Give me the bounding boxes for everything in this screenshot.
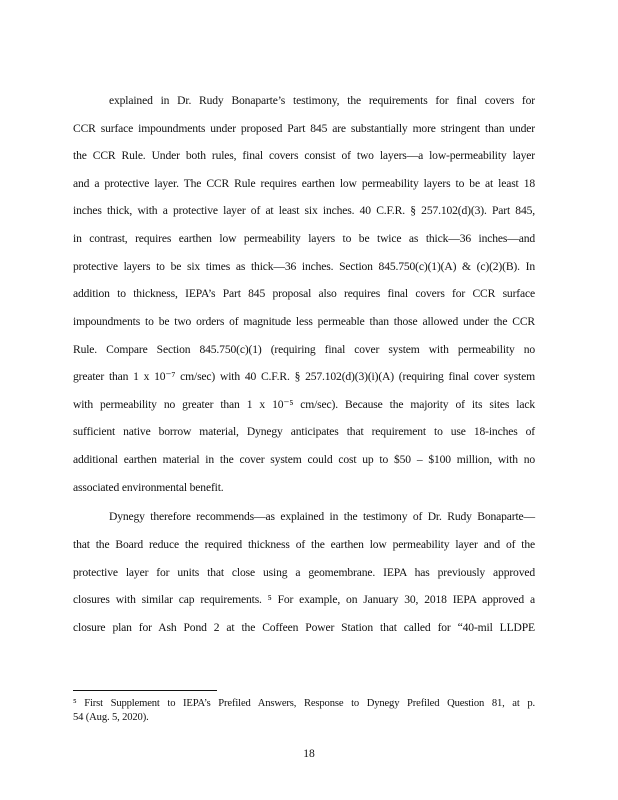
body-line: sufficient native borrow material, Dynegy anticipates that requirement to use 18-inches of: [73, 425, 535, 438]
body-line: that the Board reduce the required thickness of the earthen low permeability layer and of the: [73, 538, 535, 551]
body-line: associated environmental benefit.: [73, 481, 224, 494]
body-line: closure plan for Ash Pond 2 at the Coffeen Power Station that called for “40-mil LLDPE: [73, 621, 535, 634]
body-line: with permeability no greater than 1 x 10⁻⁵ cm/sec). Because the majority of its sites lack: [73, 398, 535, 411]
body-line: additional earthen material in the cover system could cost up to $50 – $100 million, with no: [73, 453, 535, 466]
body-line: Rule. Compare Section 845.750(c)(1) (requiring final cover system with permeability no: [73, 343, 535, 356]
footnote-divider: [73, 690, 217, 691]
body-line: protective layers to be six times as thick—36 inches. Section 845.750(c)(1)(A) & (c)(2)(B). In: [73, 260, 535, 273]
body-line: greater than 1 x 10⁻⁷ cm/sec) with 40 C.F.R. § 257.102(d)(3)(i)(A) (requiring final cover system: [73, 370, 535, 383]
body-line: protective layer for units that close using a geomembrane. IEPA has previously approved: [73, 566, 535, 579]
body-line: impoundments to be two orders of magnitude less permeable than those allowed under the CCR: [73, 315, 535, 328]
body-line: the CCR Rule. Under both rules, final covers consist of two layers—a low-permeability layer: [73, 149, 535, 162]
body-line: Dynegy therefore recommends—as explained in the testimony of Dr. Rudy Bonaparte—: [109, 510, 535, 523]
footnote-line: ⁵ First Supplement to IEPA’s Prefiled Answers, Response to Dynegy Prefiled Question 81, at p.: [73, 698, 535, 709]
body-line: explained in Dr. Rudy Bonaparte’s testimony, the requirements for final covers for: [109, 94, 535, 107]
body-line: in contrast, requires earthen low permeability layers to be twice as thick—36 inches—and: [73, 232, 535, 245]
footnote-line: 54 (Aug. 5, 2020).: [73, 712, 149, 723]
body-line: CCR surface impoundments under proposed Part 845 are substantially more stringent than under: [73, 122, 535, 135]
body-line: addition to thickness, IEPA’s Part 845 proposal also requires final covers for CCR surface: [73, 287, 535, 300]
body-line: and a protective layer. The CCR Rule requires earthen low permeability layers to be at least 18: [73, 177, 535, 190]
body-line: closures with similar cap requirements. ⁵ For example, on January 30, 2018 IEPA approved a: [73, 593, 535, 606]
body-line: inches thick, with a protective layer of at least six inches. 40 C.F.R. § 257.102(d)(3). Part 845,: [73, 204, 535, 217]
page-number: 18: [303, 747, 315, 760]
